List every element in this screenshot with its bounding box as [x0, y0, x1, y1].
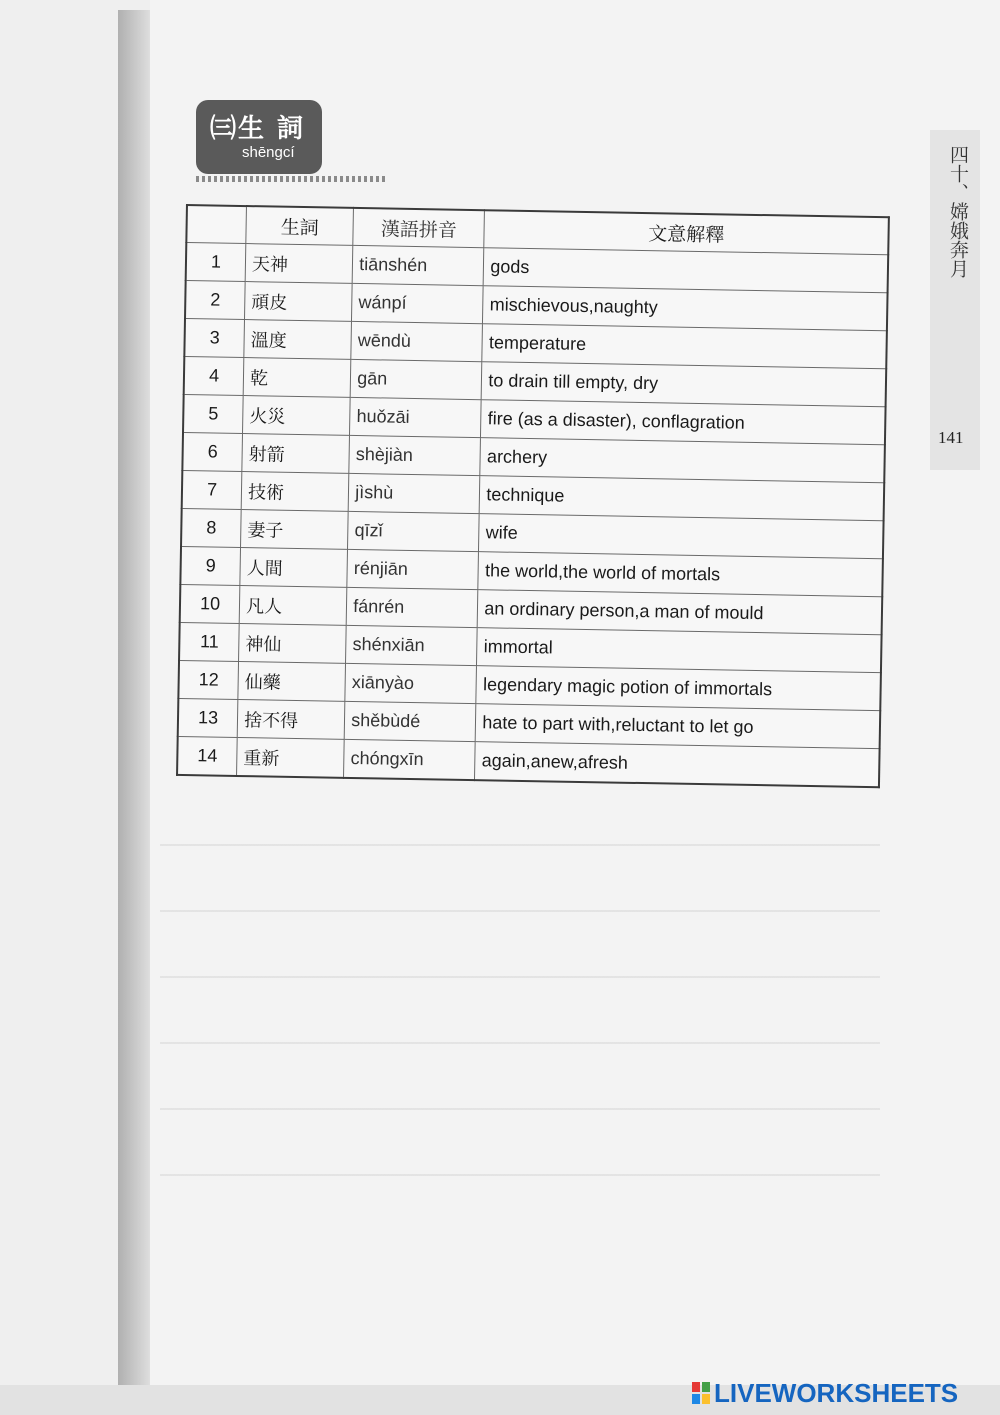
faded-text-lines: [160, 780, 880, 1180]
row-meaning: the world,the world of mortals: [478, 552, 883, 597]
header-pinyin: 漢語拼音: [353, 208, 485, 248]
row-word: 火災: [243, 396, 351, 436]
row-word: 神仙: [239, 623, 347, 663]
row-meaning: archery: [480, 438, 885, 483]
row-pinyin: fánrén: [346, 587, 478, 627]
row-meaning: an ordinary person,a man of mould: [478, 590, 883, 635]
row-number: 2: [185, 281, 245, 320]
row-number: 11: [179, 622, 239, 661]
header-word: 生詞: [246, 206, 354, 245]
row-pinyin: xiānyào: [345, 663, 477, 703]
header-meaning: 文意解釋: [484, 210, 889, 255]
row-pinyin: shénxiān: [346, 625, 478, 665]
row-meaning: fire (as a disaster), conflagration: [481, 400, 886, 445]
row-word: 乾: [243, 358, 351, 398]
row-pinyin: chóngxīn: [344, 739, 476, 780]
section-pinyin: shēngcí: [242, 144, 295, 161]
row-word: 捨不得: [237, 699, 345, 739]
row-pinyin: qīzǐ: [348, 511, 480, 551]
section-badge: [196, 100, 322, 174]
row-number: 8: [181, 508, 241, 547]
row-meaning: technique: [480, 476, 885, 521]
row-number: 3: [184, 319, 244, 358]
liveworksheets-logo: [692, 1378, 958, 1408]
liveworksheets-mark-icon: [692, 1382, 710, 1404]
row-number: 13: [178, 698, 238, 737]
row-number: 5: [183, 394, 243, 433]
row-meaning: again,anew,afresh: [475, 742, 880, 788]
chapter-title: 四十、嫦娥奔月: [947, 145, 969, 278]
section-title: ㈢生 詞: [210, 114, 306, 144]
row-number: 7: [182, 470, 242, 509]
row-word: 天神: [245, 244, 353, 284]
row-number: 14: [177, 736, 237, 776]
section-underline: [196, 176, 386, 182]
row-meaning: mischievous,naughty: [483, 286, 888, 331]
row-pinyin: wánpí: [352, 283, 484, 323]
row-number: 4: [184, 356, 244, 395]
row-word: 頑皮: [245, 282, 353, 322]
page-number: 141: [938, 428, 964, 447]
row-meaning: to drain till empty, dry: [482, 362, 887, 407]
vocabulary-table: [176, 204, 890, 788]
row-word: 射箭: [242, 434, 350, 474]
row-pinyin: tiānshén: [352, 245, 484, 285]
row-pinyin: jìshù: [348, 473, 480, 513]
row-number: 12: [178, 660, 238, 699]
row-word: 凡人: [239, 585, 347, 625]
liveworksheets-wordmark: LIVEWORKSHEETS: [714, 1377, 959, 1408]
row-word: 重新: [237, 737, 345, 777]
row-number: 1: [186, 243, 246, 282]
row-word: 溫度: [244, 320, 352, 360]
row-pinyin: shèjiàn: [349, 435, 481, 475]
row-word: 妻子: [241, 510, 349, 550]
row-number: 10: [180, 584, 240, 623]
row-word: 技術: [241, 472, 349, 512]
row-pinyin: huǒzāi: [350, 397, 482, 437]
row-number: 9: [180, 546, 240, 585]
row-meaning: legendary magic potion of immortals: [476, 666, 881, 711]
row-pinyin: gān: [350, 359, 482, 399]
row-meaning: temperature: [482, 324, 887, 369]
row-number: 6: [182, 432, 242, 471]
row-meaning: gods: [484, 248, 889, 293]
header-number: [186, 205, 246, 244]
row-meaning: wife: [479, 514, 884, 559]
row-pinyin: rénjiān: [347, 549, 479, 589]
row-word: 仙藥: [238, 661, 346, 701]
row-pinyin: shěbùdé: [344, 701, 476, 741]
row-meaning: hate to part with,reluctant to let go: [476, 704, 881, 749]
row-meaning: immortal: [477, 628, 882, 673]
row-word: 人間: [240, 548, 348, 588]
row-pinyin: wēndù: [351, 321, 483, 361]
